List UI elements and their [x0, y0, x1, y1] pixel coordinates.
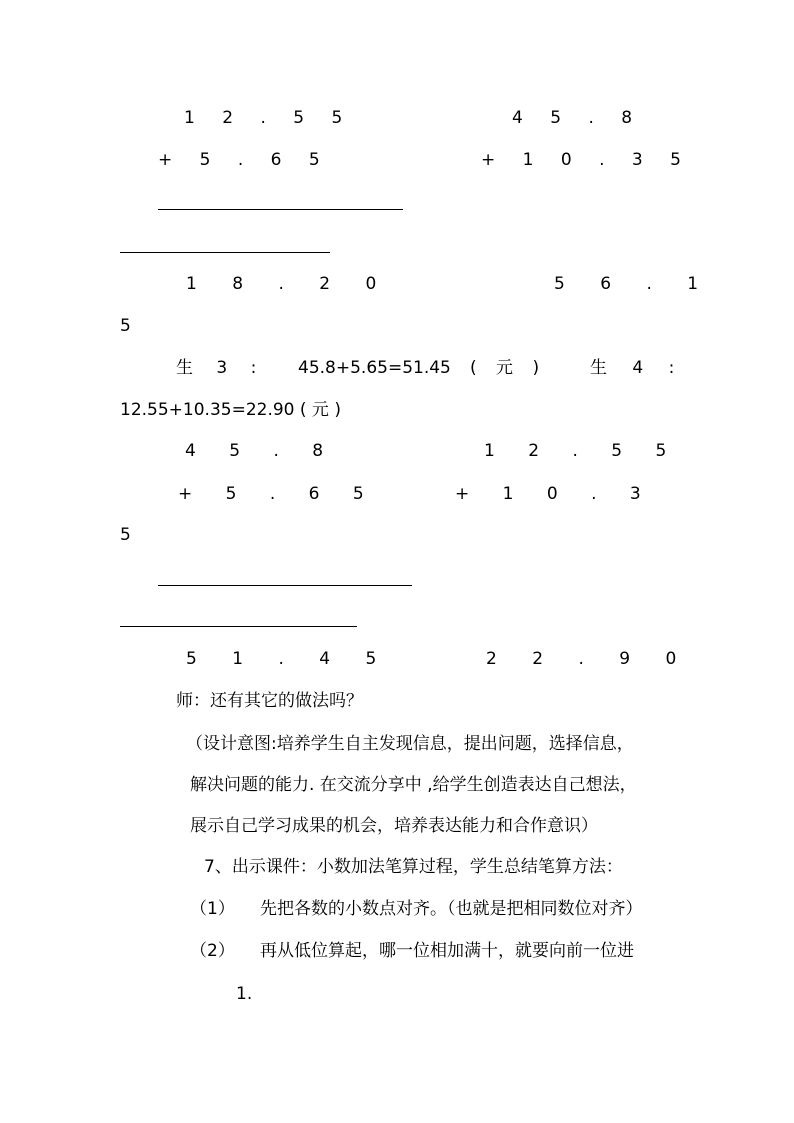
- step7-item2-text: 再从低位算起，哪一位相加满十，就要向前一位进: [260, 941, 634, 961]
- student3-unit: ( 元 ): [470, 358, 540, 378]
- calc2-a-underline: [158, 585, 412, 586]
- calc1-b-top: 4 5 . 8: [512, 108, 633, 128]
- calc1-a-mid: + 5 . 6 5: [158, 150, 320, 170]
- step7-item1-text: 先把各数的小数点对齐。（也就是把相同数位对齐）: [260, 899, 643, 919]
- calc2-result-a: 5 1 . 4 5: [186, 649, 377, 669]
- design-intent-line1: （设计意图:培养学生自主发现信息，提出问题，选择信息，: [186, 734, 634, 754]
- calc2-result-b: 2 2 . 9 0: [486, 649, 677, 669]
- calc1-result-b-wrap: 5: [120, 316, 131, 336]
- student3-equation: 45.8+5.65=51.45: [298, 358, 451, 378]
- design-intent-line3: 展示自己学习成果的机会，培养表达能力和合作意识）: [190, 816, 598, 836]
- calc2-b-top: 1 2 . 5 5: [484, 441, 667, 461]
- calc2-b-mid: + 1 0 . 3: [455, 484, 641, 504]
- calc1-a-top: 1 2 . 5 5: [184, 108, 343, 128]
- calc2-a-top: 4 5 . 8: [185, 441, 324, 461]
- calc1-result-a: 1 8 . 2 0: [186, 274, 377, 294]
- student4-equation: 12.55+10.35=22.90 ( 元 ): [120, 400, 341, 420]
- step7-title: 7、出示课件：小数加法笔算过程，学生总结笔算方法：: [204, 857, 623, 877]
- design-intent-line2: 解决问题的能力. 在交流分享中 ,给学生创造表达自己想法，: [190, 775, 637, 795]
- step7-item2-wrap: 1.: [236, 984, 253, 1004]
- student4-label: 生 4 :: [590, 358, 675, 378]
- calc1-result-b: 5 6 . 1: [554, 274, 699, 294]
- step7-item1-number: （1）: [190, 899, 235, 919]
- calc1-b-mid: + 1 0 . 3 5: [481, 150, 681, 170]
- calc1-a-underline: [158, 209, 403, 210]
- calc2-b-mid-wrap: 5: [120, 525, 131, 545]
- student3-label: 生 3 :: [176, 358, 257, 378]
- calc1-b-underline: [120, 252, 330, 253]
- teacher-question: 师：还有其它的做法吗？: [176, 691, 363, 711]
- step7-item2-number: （2）: [190, 941, 235, 961]
- calc2-b-underline: [120, 626, 357, 627]
- calc2-a-mid: + 5 . 6 5: [178, 484, 364, 504]
